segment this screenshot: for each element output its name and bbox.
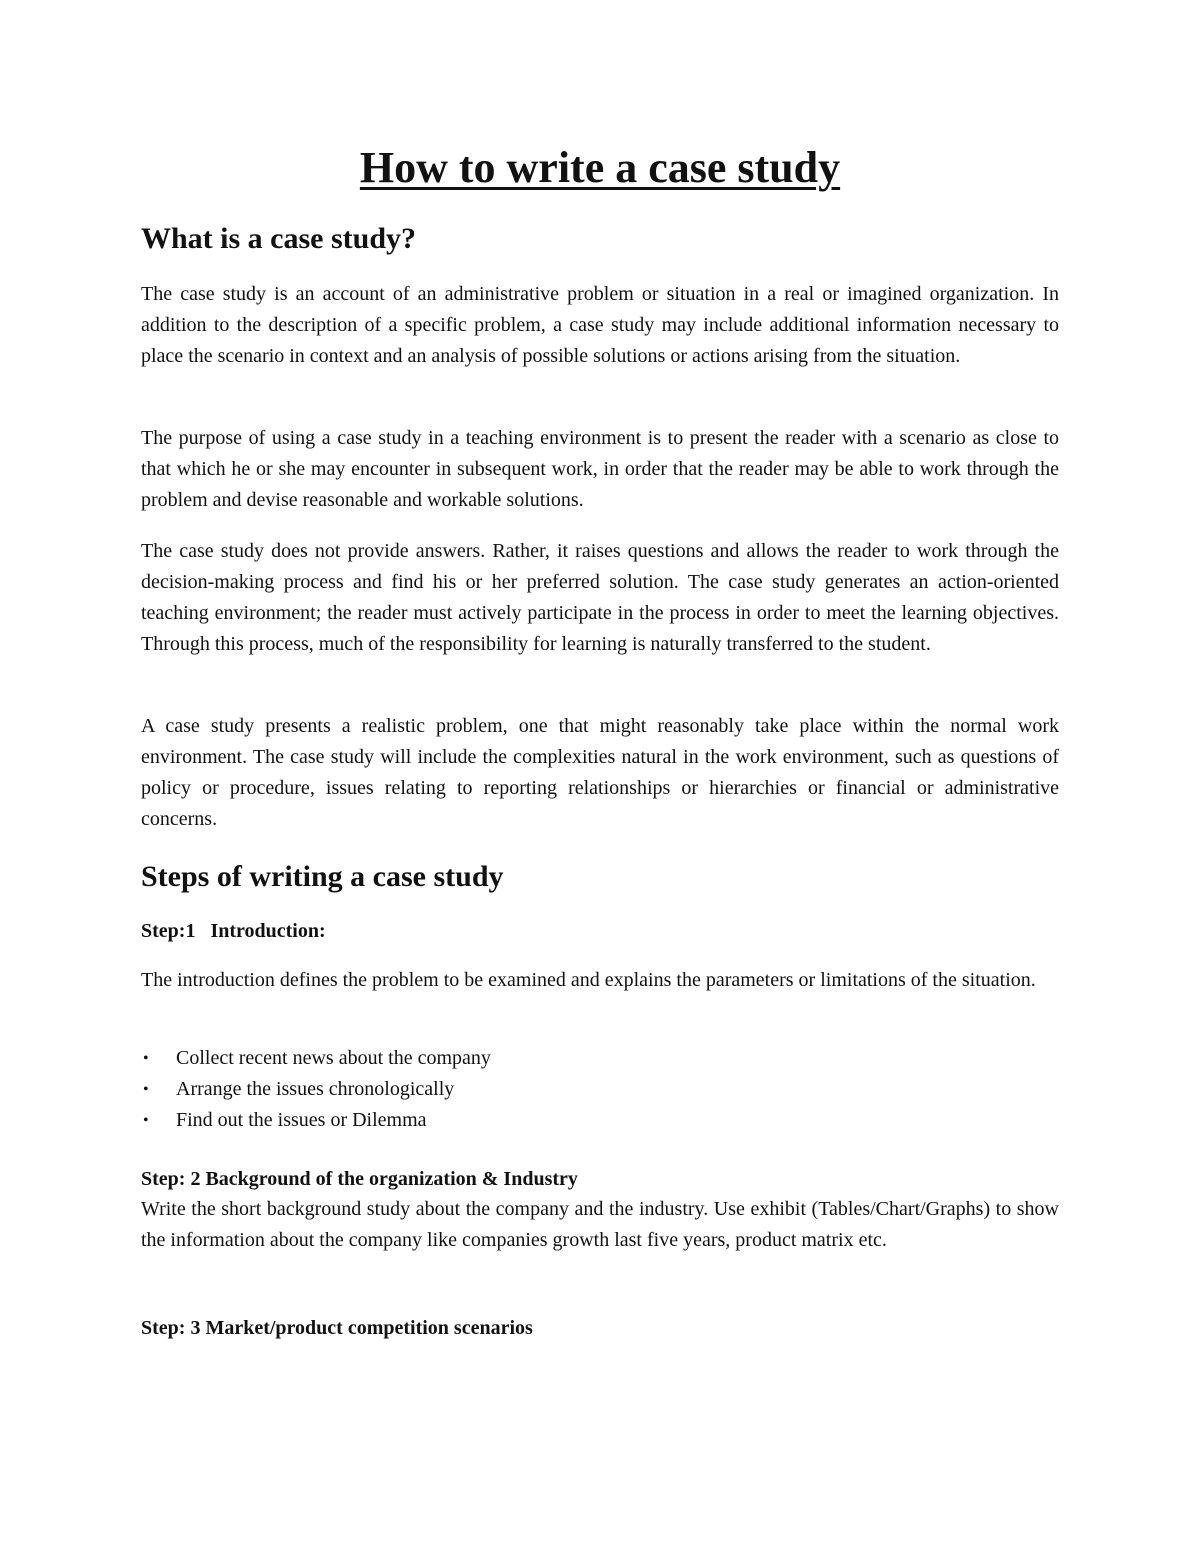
- list-item: [141, 1074, 1041, 1105]
- step-2-heading: Step: 2 Background of the organization & Industry: [141, 1168, 578, 1190]
- step-2-text: Write the short background study about the company and the industry. Use exhibit (Tables/Chart/Graphs) to show the information about the company like companies growth last five years, product matrix etc.: [141, 1198, 1059, 1251]
- step-1-bullet-list: [141, 1043, 1041, 1136]
- list-item: [141, 1043, 1041, 1074]
- list-item: [141, 1105, 1041, 1136]
- bullet-icon: •: [143, 1050, 149, 1067]
- step-1-text: The introduction defines the problem to be examined and explains the parameters or limitations of the situation.: [141, 969, 1036, 991]
- paragraph-2: The purpose of using a case study in a teaching environment is to present the reader with a scenario as close to that which he or she may encounter in subsequent work, in order that the reader may be able to work through the problem and devise reasonable and workable solutions.: [141, 427, 1059, 511]
- list-item-text: Find out the issues or Dilemma: [176, 1109, 427, 1131]
- list-item-text: Collect recent news about the company: [176, 1047, 491, 1069]
- step-1-heading: Step:1 Introduction:: [141, 920, 326, 942]
- step-3-heading: Step: 3 Market/product competition scenarios: [141, 1317, 533, 1339]
- paragraph-3: The case study does not provide answers. Rather, it raises questions and allows the reader to work through the decision-making process and find his or her preferred solution. The case study generates an action-oriented teaching environment; the reader must actively participate in the process in order to meet the learning objectives. Through this process, much of the responsibility for learning is naturally transferred to the student.: [141, 540, 1059, 655]
- list-item-text: Arrange the issues chronologically: [176, 1078, 455, 1100]
- bullet-icon: •: [143, 1112, 149, 1129]
- page-title-text: How to write a case study: [359, 143, 841, 192]
- page-title: [0, 138, 1200, 198]
- section-heading-what-is: What is a case study?: [141, 222, 417, 255]
- bullet-icon: •: [143, 1081, 149, 1098]
- paragraph-1: The case study is an account of an administrative problem or situation in a real or imagined organization. In addition to the description of a specific problem, a case study may include additional information necessary to place the scenario in context and an analysis of possible solutions or actions arising from the situation.: [141, 283, 1059, 367]
- section-heading-steps: Steps of writing a case study: [141, 860, 504, 893]
- paragraph-4: A case study presents a realistic problem, one that might reasonably take place within the normal work environment. The case study will include the complexities natural in the work environment, such as questions of policy or procedure, issues relating to reporting relationships or hierarchies or financial or administrative concerns.: [141, 715, 1059, 830]
